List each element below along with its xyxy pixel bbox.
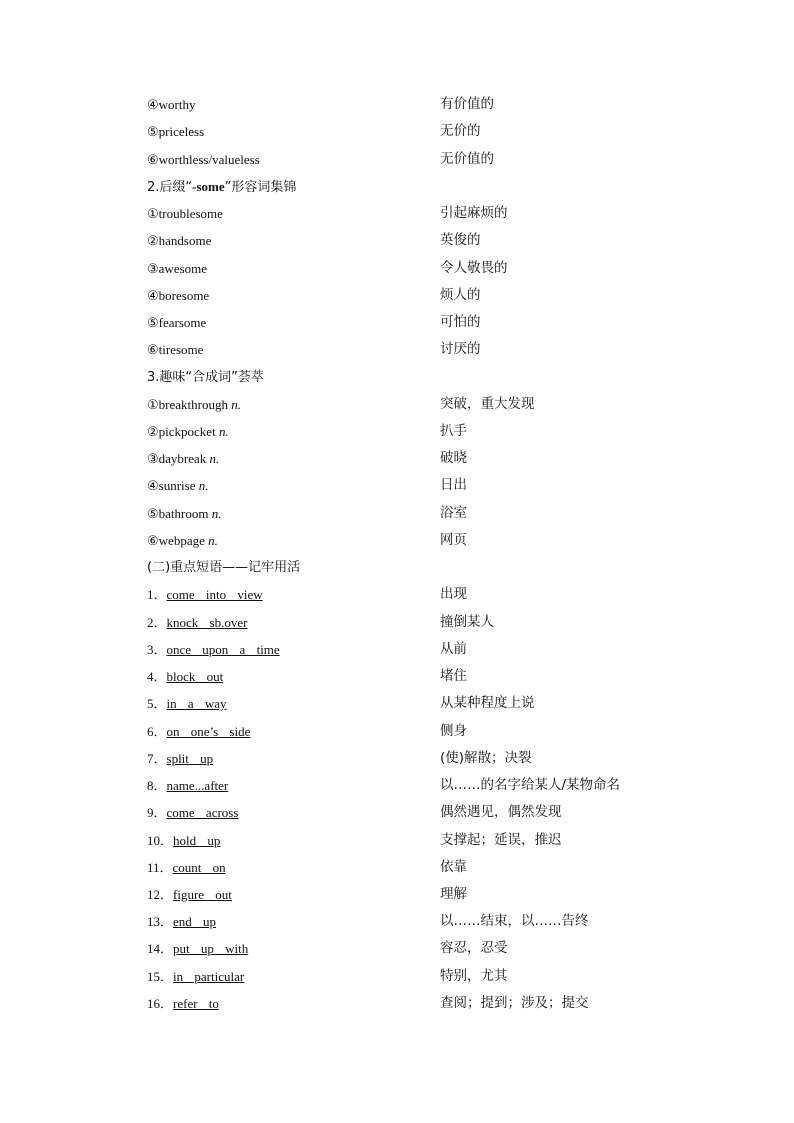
- phrase: 5．in a way: [147, 696, 227, 711]
- phrase-meaning: 堵住: [440, 668, 467, 684]
- section-heading-compound-words: 3.趣味“合成词”荟萃: [147, 370, 264, 385]
- phrase-meaning: 出现: [440, 586, 467, 602]
- phrase-meaning: 从某种程度上说: [440, 695, 535, 711]
- vocab-meaning: 浴室: [440, 505, 467, 521]
- vocab-meaning: 令人敬畏的: [440, 260, 508, 276]
- vocab-meaning: 无价值的: [440, 151, 494, 167]
- vocab-row: [147, 418, 667, 445]
- phrase-meaning: 侧身: [440, 723, 467, 739]
- vocab-row: [147, 91, 667, 118]
- vocab-row: [147, 309, 667, 336]
- vocab-word: ⑤priceless: [147, 124, 205, 139]
- phrase-row: [147, 609, 667, 636]
- vocab-word: ④worthy: [147, 97, 196, 112]
- phrase-row: [147, 854, 667, 881]
- vocab-word: ①breakthrough n.: [147, 397, 241, 412]
- phrase-row: [147, 990, 667, 1017]
- phrase: 15．in particular: [147, 969, 245, 984]
- phrase: 7．split up: [147, 751, 214, 766]
- phrase: 6．on one’s side: [147, 724, 251, 739]
- phrase: 3．once upon a time: [147, 642, 280, 657]
- phrase-row: [147, 935, 667, 962]
- vocab-meaning: 讨厌的: [440, 341, 481, 357]
- phrase-row: [147, 908, 667, 935]
- phrase: 14．put up with: [147, 941, 249, 956]
- vocab-row: [147, 527, 667, 554]
- vocab-meaning: 破晓: [440, 450, 467, 466]
- phrase-meaning: 查阅；提到；涉及；提交: [440, 995, 589, 1011]
- vocab-word: ②handsome: [147, 233, 212, 248]
- phrase-row: [147, 581, 667, 608]
- phrase-row: [147, 827, 667, 854]
- phrase: 11．count on: [147, 860, 226, 875]
- phrase: 8．name...after: [147, 778, 229, 793]
- vocab-meaning: 无价的: [440, 123, 481, 139]
- phrase-row: [147, 772, 667, 799]
- vocab-meaning: 突破，重大发现: [440, 396, 535, 412]
- vocab-word: ③awesome: [147, 261, 208, 276]
- phrase: 10．hold up: [147, 833, 221, 848]
- vocab-row: [147, 146, 667, 173]
- vocab-word: ③daybreak n.: [147, 451, 220, 466]
- phrase-meaning: 容忍，忍受: [440, 940, 508, 956]
- phrase-row: [147, 636, 667, 663]
- vocab-row: [147, 200, 667, 227]
- vocab-word: ⑤bathroom n.: [147, 506, 222, 521]
- vocab-row: [147, 118, 667, 145]
- vocab-row: [147, 282, 667, 309]
- section-heading-suffix-some: 2.后缀“-some”形容词集锦: [147, 179, 297, 195]
- phrase-row: [147, 718, 667, 745]
- phrase: 16．refer to: [147, 996, 219, 1011]
- vocab-word: ④boresome: [147, 288, 210, 303]
- phrase: 13．end up: [147, 914, 217, 929]
- vocab-meaning: 日出: [440, 477, 467, 493]
- phrase-meaning: 支撑起；延误，推迟: [440, 832, 562, 848]
- vocab-word: ⑥tiresome: [147, 342, 204, 357]
- vocab-meaning: 引起麻烦的: [440, 205, 508, 221]
- phrase-row: [147, 745, 667, 772]
- vocab-word: ②pickpocket n.: [147, 424, 229, 439]
- phrase-meaning: 理解: [440, 886, 467, 902]
- phrase-meaning: 以……的名字给某人/某物命名: [440, 777, 621, 793]
- phrase: 9．come across: [147, 805, 239, 820]
- phrase-meaning: 偶然遇见，偶然发现: [440, 804, 562, 820]
- phrase-meaning: 从前: [440, 641, 467, 657]
- phrase: 1．come into view: [147, 587, 263, 602]
- vocab-row: [147, 227, 667, 254]
- phrase-meaning: 特别，尤其: [440, 968, 508, 984]
- vocab-row: [147, 445, 667, 472]
- phrase-row: [147, 663, 667, 690]
- vocab-row: [147, 336, 667, 363]
- vocab-meaning: 可怕的: [440, 314, 481, 330]
- phrase-meaning: (使)解散；决裂: [440, 750, 532, 766]
- phrase-row: [147, 799, 667, 826]
- vocab-row: [147, 500, 667, 527]
- vocab-word: ①troublesome: [147, 206, 223, 221]
- phrase-row: [147, 963, 667, 990]
- phrase-meaning: 以……结束，以……告终: [440, 913, 589, 929]
- vocab-row: [147, 255, 667, 282]
- vocab-word: ⑥worthless/valueless: [147, 152, 260, 167]
- vocab-meaning: 网页: [440, 532, 467, 548]
- vocab-row: [147, 472, 667, 499]
- section-heading-key-phrases: (二)重点短语——记牢用活: [147, 560, 301, 575]
- vocab-meaning: 英俊的: [440, 232, 481, 248]
- vocab-meaning: 烦人的: [440, 287, 481, 303]
- phrase-row: [147, 690, 667, 717]
- phrase: 12．figure out: [147, 887, 232, 902]
- vocab-word: ⑥webpage n.: [147, 533, 218, 548]
- phrase-meaning: 依靠: [440, 859, 467, 875]
- phrase: 2．knock sb.over: [147, 615, 248, 630]
- phrase: 4．block out: [147, 669, 224, 684]
- vocab-meaning: 扒手: [440, 423, 467, 439]
- phrase-meaning: 撞倒某人: [440, 614, 494, 630]
- vocab-row: [147, 391, 667, 418]
- vocab-meaning: 有价值的: [440, 96, 494, 112]
- phrase-row: [147, 881, 667, 908]
- vocab-word: ⑤fearsome: [147, 315, 207, 330]
- vocab-word: ④sunrise n.: [147, 478, 209, 493]
